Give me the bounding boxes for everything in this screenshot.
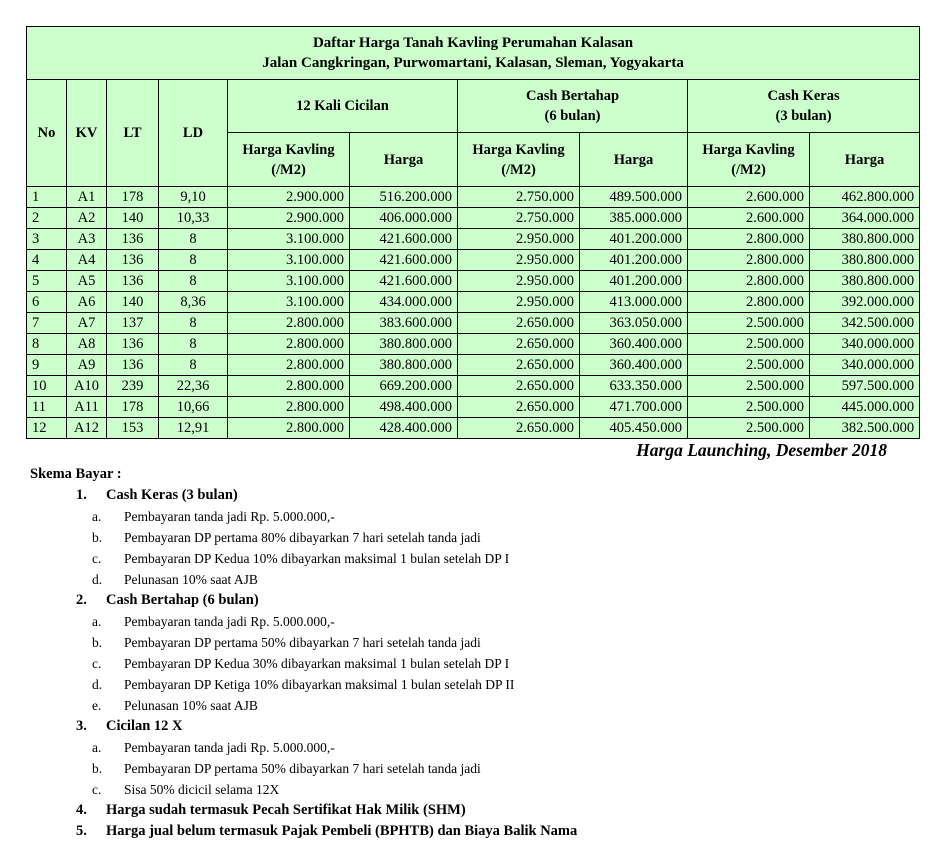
scheme-item-letter: e. — [92, 698, 102, 713]
header-group-bertahap-line2: (6 bulan) — [544, 108, 601, 124]
price-table — [26, 26, 920, 439]
cell-bertahap-harga: 413.000.000 — [580, 292, 688, 313]
cell-ld: 8 — [159, 313, 228, 334]
cell-lt: 137 — [107, 313, 159, 334]
cell-bertahap-harga-kavling: 2.650.000 — [458, 376, 580, 397]
table-row — [27, 250, 920, 271]
cell-cicilan-harga-kavling: 2.800.000 — [228, 355, 350, 376]
cell-ld: 8 — [159, 229, 228, 250]
scheme-item — [30, 779, 920, 800]
scheme-item-letter: d. — [92, 572, 103, 587]
scheme-item-text: Pembayaran DP pertama 80% dibayarkan 7 hari setelah tanda jadi — [124, 530, 481, 545]
cell-bertahap-harga-kavling: 2.650.000 — [458, 397, 580, 418]
scheme-section-number: 2. — [76, 592, 87, 608]
cell-cicilan-harga-kavling: 2.800.000 — [228, 334, 350, 355]
header-harga-kavling-line1: Harga Kavling — [702, 141, 795, 158]
scheme-item-letter: b. — [92, 635, 103, 650]
table-row — [27, 334, 920, 355]
scheme-section-number: 5. — [76, 823, 87, 839]
cell-bertahap-harga-kavling: 2.950.000 — [458, 250, 580, 271]
scheme-item — [30, 569, 920, 590]
header-keras-harga: Harga — [810, 133, 920, 187]
cell-lt: 140 — [107, 208, 159, 229]
cell-cicilan-harga-kavling: 2.900.000 — [228, 187, 350, 208]
scheme-item-letter: b. — [92, 761, 103, 776]
cell-ld: 10,66 — [159, 397, 228, 418]
scheme-item-letter: b. — [92, 530, 103, 545]
header-harga-kavling-line1: Harga Kavling — [242, 141, 335, 158]
cell-cicilan-harga: 516.200.000 — [350, 187, 458, 208]
cell-keras-harga-kavling: 2.800.000 — [688, 229, 810, 250]
cell-bertahap-harga-kavling: 2.650.000 — [458, 334, 580, 355]
cell-ld: 8 — [159, 334, 228, 355]
cell-keras-harga-kavling: 2.500.000 — [688, 334, 810, 355]
scheme-item-text: Pembayaran DP Ketiga 10% dibayarkan maksimal 1 bulan setelah DP II — [124, 677, 515, 692]
header-harga-kavling-line1: Harga Kavling — [472, 141, 565, 158]
scheme-item-text: Sisa 50% dicicil selama 12X — [124, 782, 280, 797]
scheme-item-letter: c. — [92, 551, 102, 566]
table-row — [27, 229, 920, 250]
scheme-item — [30, 548, 920, 569]
cell-no: 4 — [27, 250, 67, 271]
cell-lt: 153 — [107, 418, 159, 439]
cell-cicilan-harga-kavling: 2.800.000 — [228, 313, 350, 334]
cell-keras-harga-kavling: 2.500.000 — [688, 418, 810, 439]
scheme-item-letter: c. — [92, 656, 102, 671]
table-row — [27, 271, 920, 292]
scheme-item-text: Pembayaran DP pertama 50% dibayarkan 7 hari setelah tanda jadi — [124, 635, 481, 650]
cell-cicilan-harga-kavling: 3.100.000 — [228, 250, 350, 271]
cell-cicilan-harga: 421.600.000 — [350, 229, 458, 250]
header-harga-kavling-line2: (/M2) — [271, 161, 306, 178]
cell-keras-harga: 392.000.000 — [810, 292, 920, 313]
scheme-item-text: Pelunasan 10% saat AJB — [124, 698, 258, 713]
table-row — [27, 397, 920, 418]
cell-bertahap-harga: 401.200.000 — [580, 271, 688, 292]
cell-kv: A2 — [67, 208, 107, 229]
cell-lt: 136 — [107, 271, 159, 292]
cell-keras-harga: 340.000.000 — [810, 355, 920, 376]
scheme-section-title: Harga jual belum termasuk Pajak Pembeli (BPHTB) dan Biaya Balik Nama — [106, 823, 578, 839]
cell-kv: A12 — [67, 418, 107, 439]
cell-bertahap-harga: 360.400.000 — [580, 355, 688, 376]
cell-cicilan-harga-kavling: 3.100.000 — [228, 271, 350, 292]
table-row — [27, 355, 920, 376]
cell-no: 5 — [27, 271, 67, 292]
cell-keras-harga: 340.000.000 — [810, 334, 920, 355]
cell-ld: 9,10 — [159, 187, 228, 208]
cell-bertahap-harga-kavling: 2.650.000 — [458, 313, 580, 334]
cell-cicilan-harga: 669.200.000 — [350, 376, 458, 397]
cell-keras-harga-kavling: 2.800.000 — [688, 250, 810, 271]
cell-kv: A8 — [67, 334, 107, 355]
scheme-item — [30, 527, 920, 548]
cell-cicilan-harga: 428.400.000 — [350, 418, 458, 439]
cell-ld: 8,36 — [159, 292, 228, 313]
scheme-item — [30, 737, 920, 758]
cell-keras-harga-kavling: 2.600.000 — [688, 208, 810, 229]
header-group-cicilan: 12 Kali Cicilan — [228, 80, 458, 133]
cell-keras-harga: 342.500.000 — [810, 313, 920, 334]
cell-keras-harga-kavling: 2.500.000 — [688, 397, 810, 418]
header-ld: LD — [159, 80, 228, 187]
scheme-item — [30, 695, 920, 716]
cell-no: 8 — [27, 334, 67, 355]
scheme-section-number: 1. — [76, 487, 87, 503]
scheme-item-text: Pembayaran DP pertama 50% dibayarkan 7 hari setelah tanda jadi — [124, 761, 481, 776]
cell-no: 9 — [27, 355, 67, 376]
cell-keras-harga-kavling: 2.800.000 — [688, 271, 810, 292]
cell-keras-harga: 597.500.000 — [810, 376, 920, 397]
cell-keras-harga-kavling: 2.500.000 — [688, 355, 810, 376]
scheme-item-text: Pembayaran tanda jadi Rp. 5.000.000,- — [124, 614, 335, 629]
table-row — [27, 418, 920, 439]
cell-no: 11 — [27, 397, 67, 418]
cell-lt: 239 — [107, 376, 159, 397]
cell-kv: A7 — [67, 313, 107, 334]
cell-lt: 178 — [107, 187, 159, 208]
header-group-keras-line2: (3 bulan) — [775, 108, 832, 124]
cell-no: 7 — [27, 313, 67, 334]
scheme-section-title: Cicilan 12 X — [106, 718, 183, 734]
cell-cicilan-harga: 421.600.000 — [350, 250, 458, 271]
cell-kv: A6 — [67, 292, 107, 313]
cell-bertahap-harga: 471.700.000 — [580, 397, 688, 418]
cell-cicilan-harga: 498.400.000 — [350, 397, 458, 418]
scheme-item-letter: a. — [92, 614, 102, 629]
cell-keras-harga: 380.800.000 — [810, 229, 920, 250]
cell-bertahap-harga-kavling: 2.750.000 — [458, 187, 580, 208]
cell-bertahap-harga: 385.000.000 — [580, 208, 688, 229]
scheme-item — [30, 653, 920, 674]
scheme-item — [30, 506, 920, 527]
cell-no: 12 — [27, 418, 67, 439]
cell-ld: 12,91 — [159, 418, 228, 439]
cell-cicilan-harga: 434.000.000 — [350, 292, 458, 313]
cell-bertahap-harga: 401.200.000 — [580, 250, 688, 271]
header-no: No — [27, 80, 67, 187]
header-group-keras-line1: Cash Keras — [767, 88, 840, 104]
table-row — [27, 208, 920, 229]
cell-cicilan-harga: 380.800.000 — [350, 355, 458, 376]
table-title — [27, 27, 920, 80]
header-cicilan-harga-kavling — [228, 133, 350, 187]
scheme-item-letter: a. — [92, 740, 102, 755]
cell-bertahap-harga: 489.500.000 — [580, 187, 688, 208]
cell-cicilan-harga-kavling: 2.800.000 — [228, 397, 350, 418]
cell-kv: A5 — [67, 271, 107, 292]
cell-bertahap-harga: 363.050.000 — [580, 313, 688, 334]
cell-cicilan-harga-kavling: 2.800.000 — [228, 376, 350, 397]
cell-kv: A4 — [67, 250, 107, 271]
cell-kv: A3 — [67, 229, 107, 250]
cell-no: 2 — [27, 208, 67, 229]
cell-cicilan-harga-kavling: 2.900.000 — [228, 208, 350, 229]
header-group-bertahap-line1: Cash Bertahap — [525, 88, 620, 104]
header-harga-kavling-line2: (/M2) — [731, 161, 766, 178]
scheme-section — [30, 590, 920, 611]
cell-lt: 136 — [107, 229, 159, 250]
cell-ld: 8 — [159, 271, 228, 292]
header-group-bertahap — [458, 80, 688, 133]
scheme-item — [30, 632, 920, 653]
scheme-item-text: Pembayaran DP Kedua 30% dibayarkan maksimal 1 bulan setelah DP I — [124, 656, 510, 671]
cell-bertahap-harga: 633.350.000 — [580, 376, 688, 397]
cell-keras-harga: 364.000.000 — [810, 208, 920, 229]
cell-keras-harga-kavling: 2.800.000 — [688, 292, 810, 313]
cell-cicilan-harga-kavling: 2.800.000 — [228, 418, 350, 439]
cell-cicilan-harga: 380.800.000 — [350, 334, 458, 355]
cell-keras-harga: 445.000.000 — [810, 397, 920, 418]
header-bertahap-harga: Harga — [580, 133, 688, 187]
scheme-section — [30, 821, 920, 842]
cell-ld: 22,36 — [159, 376, 228, 397]
cell-kv: A9 — [67, 355, 107, 376]
cell-ld: 8 — [159, 250, 228, 271]
scheme-item-text: Pembayaran DP Kedua 10% dibayarkan maksimal 1 bulan setelah DP I — [124, 551, 510, 566]
table-row — [27, 376, 920, 397]
cell-lt: 136 — [107, 334, 159, 355]
cell-bertahap-harga-kavling: 2.650.000 — [458, 418, 580, 439]
cell-kv: A11 — [67, 397, 107, 418]
scheme-section-title: Harga sudah termasuk Pecah Sertifikat Hak Milik (SHM) — [106, 802, 466, 818]
cell-bertahap-harga-kavling: 2.950.000 — [458, 229, 580, 250]
scheme-section-number: 4. — [76, 802, 87, 818]
scheme-section-title: Cash Bertahap (6 bulan) — [106, 592, 259, 608]
scheme-item-letter: d. — [92, 677, 103, 692]
cell-lt: 178 — [107, 397, 159, 418]
header-cicilan-harga: Harga — [350, 133, 458, 187]
cell-bertahap-harga: 405.450.000 — [580, 418, 688, 439]
price-table-body — [27, 187, 920, 439]
cell-keras-harga-kavling: 2.500.000 — [688, 313, 810, 334]
cell-bertahap-harga-kavling: 2.950.000 — [458, 292, 580, 313]
cell-cicilan-harga: 421.600.000 — [350, 271, 458, 292]
cell-no: 3 — [27, 229, 67, 250]
cell-bertahap-harga: 401.200.000 — [580, 229, 688, 250]
scheme-item-letter: a. — [92, 509, 102, 524]
cell-cicilan-harga-kavling: 3.100.000 — [228, 292, 350, 313]
cell-kv: A10 — [67, 376, 107, 397]
cell-keras-harga-kavling: 2.500.000 — [688, 376, 810, 397]
cell-keras-harga: 380.800.000 — [810, 250, 920, 271]
cell-keras-harga: 382.500.000 — [810, 418, 920, 439]
cell-no: 6 — [27, 292, 67, 313]
scheme-section-number: 3. — [76, 718, 87, 734]
header-bertahap-harga-kavling — [458, 133, 580, 187]
launch-note: Harga Launching, Desember 2018 — [636, 440, 887, 460]
scheme-item — [30, 674, 920, 695]
scheme-item-text: Pembayaran tanda jadi Rp. 5.000.000,- — [124, 509, 335, 524]
table-row — [27, 292, 920, 313]
scheme-section — [30, 716, 920, 737]
payment-scheme-title: Skema Bayar : — [30, 466, 122, 482]
scheme-item — [30, 758, 920, 779]
scheme-item-text: Pembayaran tanda jadi Rp. 5.000.000,- — [124, 740, 335, 755]
cell-kv: A1 — [67, 187, 107, 208]
scheme-section — [30, 485, 920, 506]
cell-bertahap-harga-kavling: 2.750.000 — [458, 208, 580, 229]
table-row — [27, 313, 920, 334]
cell-ld: 8 — [159, 355, 228, 376]
cell-lt: 136 — [107, 355, 159, 376]
cell-no: 10 — [27, 376, 67, 397]
table-title-line1: Daftar Harga Tanah Kavling Perumahan Kalasan — [312, 35, 634, 51]
header-harga-kavling-line2: (/M2) — [501, 161, 536, 178]
cell-bertahap-harga: 360.400.000 — [580, 334, 688, 355]
header-group-keras — [688, 80, 920, 133]
scheme-item-letter: c. — [92, 782, 102, 797]
cell-keras-harga: 462.800.000 — [810, 187, 920, 208]
table-title-line2: Jalan Cangkringan, Purwomartani, Kalasan, Sleman, Yogyakarta — [262, 55, 684, 71]
scheme-section — [30, 800, 920, 821]
cell-ld: 10,33 — [159, 208, 228, 229]
scheme-item — [30, 611, 920, 632]
header-lt: LT — [107, 80, 159, 187]
cell-bertahap-harga-kavling: 2.650.000 — [458, 355, 580, 376]
cell-lt: 140 — [107, 292, 159, 313]
scheme-section-title: Cash Keras (3 bulan) — [106, 487, 238, 503]
cell-keras-harga-kavling: 2.600.000 — [688, 187, 810, 208]
cell-lt: 136 — [107, 250, 159, 271]
cell-bertahap-harga-kavling: 2.950.000 — [458, 271, 580, 292]
table-row — [27, 187, 920, 208]
cell-cicilan-harga: 383.600.000 — [350, 313, 458, 334]
cell-cicilan-harga: 406.000.000 — [350, 208, 458, 229]
cell-no: 1 — [27, 187, 67, 208]
header-keras-harga-kavling — [688, 133, 810, 187]
payment-scheme — [30, 464, 920, 842]
cell-cicilan-harga-kavling: 3.100.000 — [228, 229, 350, 250]
header-kv: KV — [67, 80, 107, 187]
scheme-item-text: Pelunasan 10% saat AJB — [124, 572, 258, 587]
cell-keras-harga: 380.800.000 — [810, 271, 920, 292]
